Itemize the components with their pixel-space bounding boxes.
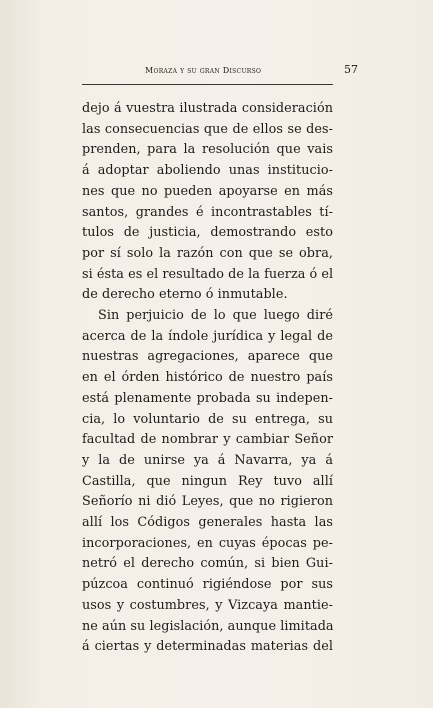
- text-line: Señorío ni dió Leyes, que no rigieron: [82, 494, 333, 510]
- text-line: facultad de nombrar y cambiar Señor: [82, 432, 333, 448]
- text-line: púzcoa continuó rigiéndose por sus: [82, 577, 333, 593]
- text-line: tulos de justicia, demostrando esto: [82, 225, 333, 241]
- text-line: nuestras agregaciones, aparece que: [82, 349, 333, 365]
- text-line: á ciertas y determinadas materias del: [82, 639, 333, 655]
- text-line: ne aún su legislación, aunque limitada: [82, 618, 334, 634]
- paragraph-1: [82, 99, 333, 306]
- text-line: Castilla, que ningun Rey tuvo allí: [82, 473, 333, 489]
- text-line: está plenamente probada su indepen-: [82, 390, 333, 406]
- text-line: si ésta es el resultado de la fuerza ó el: [82, 266, 334, 282]
- text-line: las consecuencias que de ellos se des-: [82, 121, 333, 137]
- text-line: allí los Códigos generales hasta las: [82, 515, 333, 531]
- text-line: prenden, para la resolución que vais: [82, 142, 333, 158]
- text-line: incorporaciones, en cuyas épocas pe-: [82, 535, 333, 551]
- text-line: santos, grandes é incontrastables tí-: [82, 204, 333, 220]
- text-line: cia, lo voluntario de su entrega, su: [82, 411, 333, 427]
- text-line: por sí solo la razón con que se obra,: [82, 245, 333, 261]
- text-line: acerca de la índole jurídica y legal de: [82, 328, 333, 344]
- text-line: en el órden histórico de nuestro país: [82, 370, 333, 386]
- text-line: nes que no pueden apoyarse en más: [82, 183, 333, 199]
- text-line: de derecho eterno ó inmutable.: [82, 287, 288, 303]
- running-header: [88, 63, 358, 85]
- text-line: Sin perjuicio de lo que luego diré: [98, 308, 333, 324]
- paragraph-2: [82, 306, 333, 658]
- page-number: 57: [344, 63, 358, 76]
- running-title: Moraza y su gran Discurso: [145, 66, 262, 75]
- text-line: á adoptar aboliendo unas institucio-: [82, 163, 333, 179]
- text-line: netró el derecho común, si bien Gui-: [82, 556, 333, 572]
- text-line: usos y costumbres, y Vizcaya mantie-: [82, 597, 333, 613]
- header-rule: [82, 84, 333, 85]
- body-text: [82, 99, 333, 658]
- text-line: y la de unirse ya á Navarra, ya á: [82, 452, 333, 468]
- text-line: dejo á vuestra ilustrada consideración: [82, 101, 333, 116]
